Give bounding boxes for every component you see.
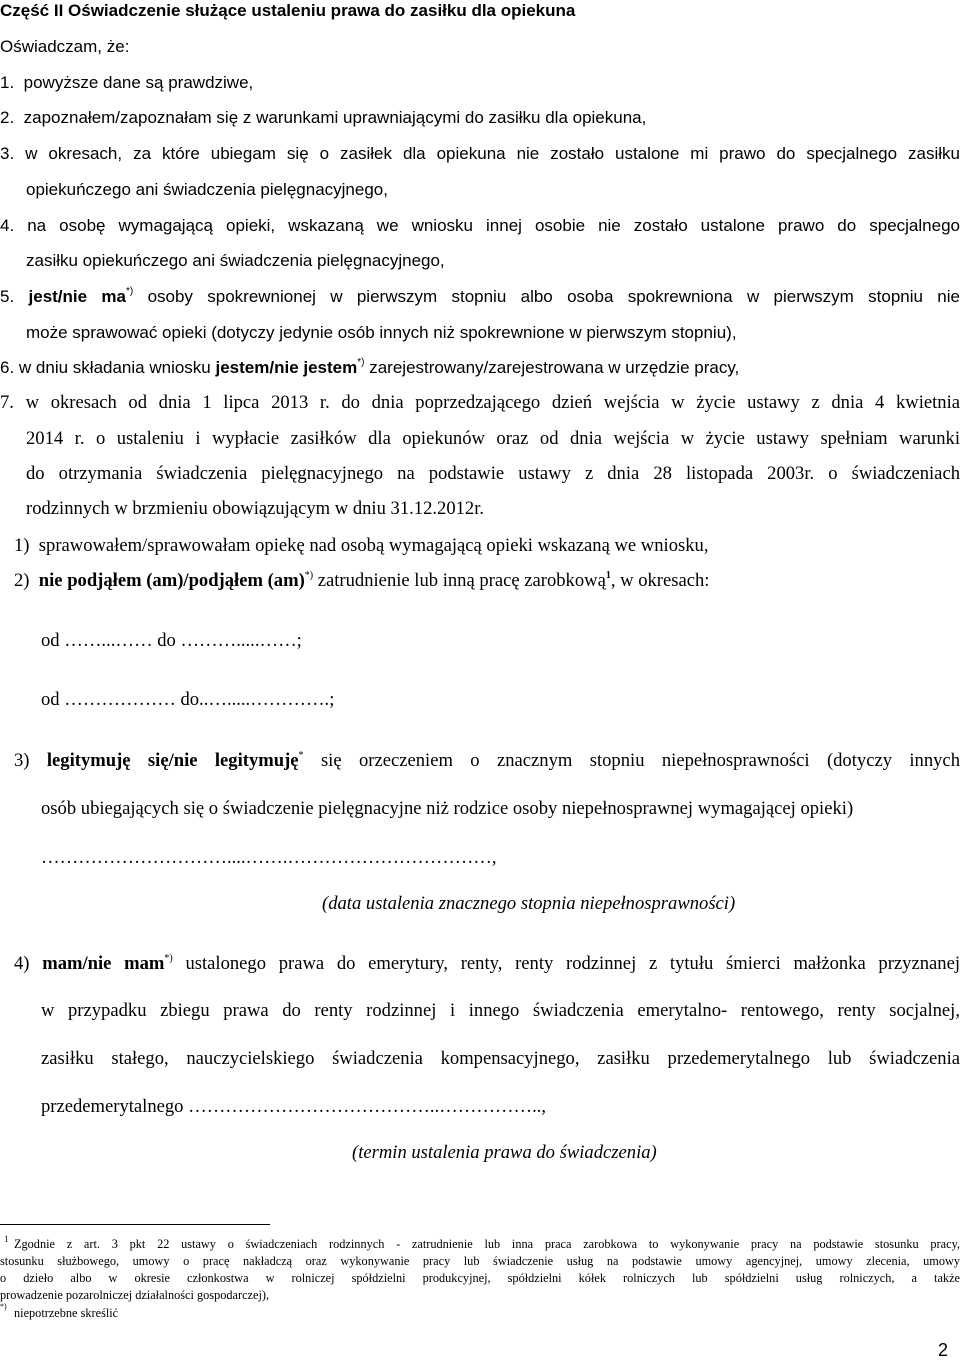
statement-5: 5. jest/nie ma*) osoby spokrewnionej w pierwszym stopniu albo osoba spokrewniona w pierwszym stopniu nie [0,286,960,306]
pension-date-caption: (termin ustalenia prawa do świadczenia) [352,1142,657,1163]
pension-date-field[interactable]: przedemerytalnego …………………………………..…………….., [41,1096,547,1117]
statement-text: zapoznałem/zapoznałam się z warunkami uprawniającymi do zasiłku dla opiekuna, [23,108,647,127]
footnote-ref-1: 1 [605,570,611,581]
statement-7-line2: 2014 r. o ustaleniu i wypłacie zasiłków dla opiekunów oraz od dnia wejścia w życie ustawy spełniam warunki [26,428,960,449]
footnote-1-line4: prowadzenie pozarolniczej działalności gospodarczej), [0,1288,270,1302]
statement-5-cont: może sprawować opieki (dotyczy jedynie osób innych niż spokrewnione w pierwszym stopniu), [26,323,737,342]
sub-item-3: 3) legitymuję się/nie legitymuję* się orzeczeniem o znacznym stopniu niepełnosprawności (dotyczy innych [14,750,960,771]
section-title: Część II Oświadczenie służące ustaleniu prawa do zasiłku dla opiekuna [0,1,576,20]
sub-item-number: 2) [14,570,30,591]
statement-7-line4: rodzinnych w brzmieniu obowiązującym w dniu 31.12.2012r. [26,498,485,519]
page-number: 2 [938,1340,949,1360]
disability-date-field[interactable]: …………………………....…….……………………………, [41,847,497,868]
footnote-separator [0,1224,270,1225]
choice-jest-nie-ma: jest/nie ma [28,287,126,306]
footnote-2-mark: *) [0,1302,7,1311]
statement-7-line3: do otrzymania świadczenia pielęgnacyjnego na podstawie ustawy z dnia 28 listopada 2003r. o świadczeniach [26,463,960,484]
statement-3-cont: opiekuńczego ani świadczenia pielęgnacyjnego, [26,180,388,199]
choice-legitymuje: legitymuję się/nie legitymuję [46,750,299,771]
statement-number: 3. [0,144,15,163]
disability-date-caption: (data ustalenia znacznego stopnia niepełnosprawności) [322,893,736,914]
period-field-1[interactable]: od ……...…… do ……….....……; [41,630,302,651]
sub-item-4-line3: zasiłku stałego, nauczycielskiego świadczenia kompensacyjnego, zasiłku przedemerytalnego lub świadczenia [41,1048,960,1069]
sub-item-4-line2: w przypadku zbiegu prawa do renty rodzinnej i innego świadczenia emerytalno- rentowego, renty socjalnej, [41,1000,960,1021]
statement-number: 2. [0,108,15,127]
statement-6: 6. w dniu składania wniosku jestem/nie jestem*) zarejestrowany/zarejestrowana w urzędzie pracy, [0,357,740,377]
choice-mam-nie-mam: mam/nie mam [42,953,165,974]
statement-text: powyższe dane są prawdziwe, [23,73,254,92]
sub-item-2: 2) nie podjąłem (am)/podjąłem (am)*) zatrudnienie lub inną pracę zarobkową$^1$, w okresach: [14,570,710,591]
footnote-1-line3: o dzieło albo w okresie członkostwa w rolniczej spółdzielni produkcyjnej, spółdzielni kółek rolniczych lub spółdzielni usług rolniczych, a także [0,1271,960,1285]
footnote-1-mark: 1 [4,1234,9,1244]
statement-3: 3. w okresach, za które ubiegam się o zasiłek dla opiekuna nie zostało ustalone mi prawo do specjalnego zasiłku [0,144,960,163]
statement-7: 7. w okresach od dnia 1 lipca 2013 r. do dnia poprzedzającego dzień wejścia w życie ustawy z dnia 4 kwietnia [0,392,960,413]
statement-4: 4. na osobę wymagającą opieki, wskazaną we wniosku innej osobie nie zostało ustalone prawo do specjalnego [0,216,960,235]
intro-text: Oświadczam, że: [0,37,130,56]
footnote-1-line2: stosunku służbowego, umowy o pracę nakładczą oraz wykonywanie pracy lub świadczenie usług na podstawie umowy agencyjnej, umowy zlecenia, umowy [0,1254,960,1268]
statement-1 [0,73,253,93]
statement-number: 6. [0,358,15,377]
sub-item-3-cont: osób ubiegających się o świadczenie pielęgnacyjne niż rodzice osoby niepełnosprawnej wymagającej opieki) [41,798,854,819]
sub-item-number: 4) [14,953,30,974]
statement-number: 5. [0,287,15,306]
statement-number: 1. [0,73,15,92]
footnote-2-text: niepotrzebne skreślić [14,1306,119,1320]
statement-number: 7. [0,392,14,413]
choice-podjalem: nie podjąłem (am)/podjąłem (am) [38,570,305,591]
statement-number: 4. [0,216,15,235]
sub-item-4: 4) mam/nie mam*) ustalonego prawa do emerytury, renty, renty rodzinnej z tytułu śmierci małżonka przyznanej [14,953,960,974]
choice-jestem-nie-jestem: jestem/nie jestem [215,358,358,377]
statement-4-cont: zasiłku opiekuńczego ani świadczenia pielęgnacyjnego, [26,251,445,270]
sub-item-1: 1) sprawowałem/sprawowałam opiekę nad osobą wymagającą opieki wskazaną we wniosku, [14,535,709,556]
sub-item-number: 1) [14,535,30,556]
footnote-1-line1: Zgodnie z art. 3 pkt 22 ustawy o świadczeniach rodzinnych - zatrudnienie lub inna praca zarobkowa to wykonywanie pracy na podstawie stosunku pracy, [14,1237,960,1251]
period-field-2[interactable]: od ……………… do..….....………….; [41,689,335,710]
sub-item-number: 3) [14,750,30,771]
statement-2 [0,108,646,128]
